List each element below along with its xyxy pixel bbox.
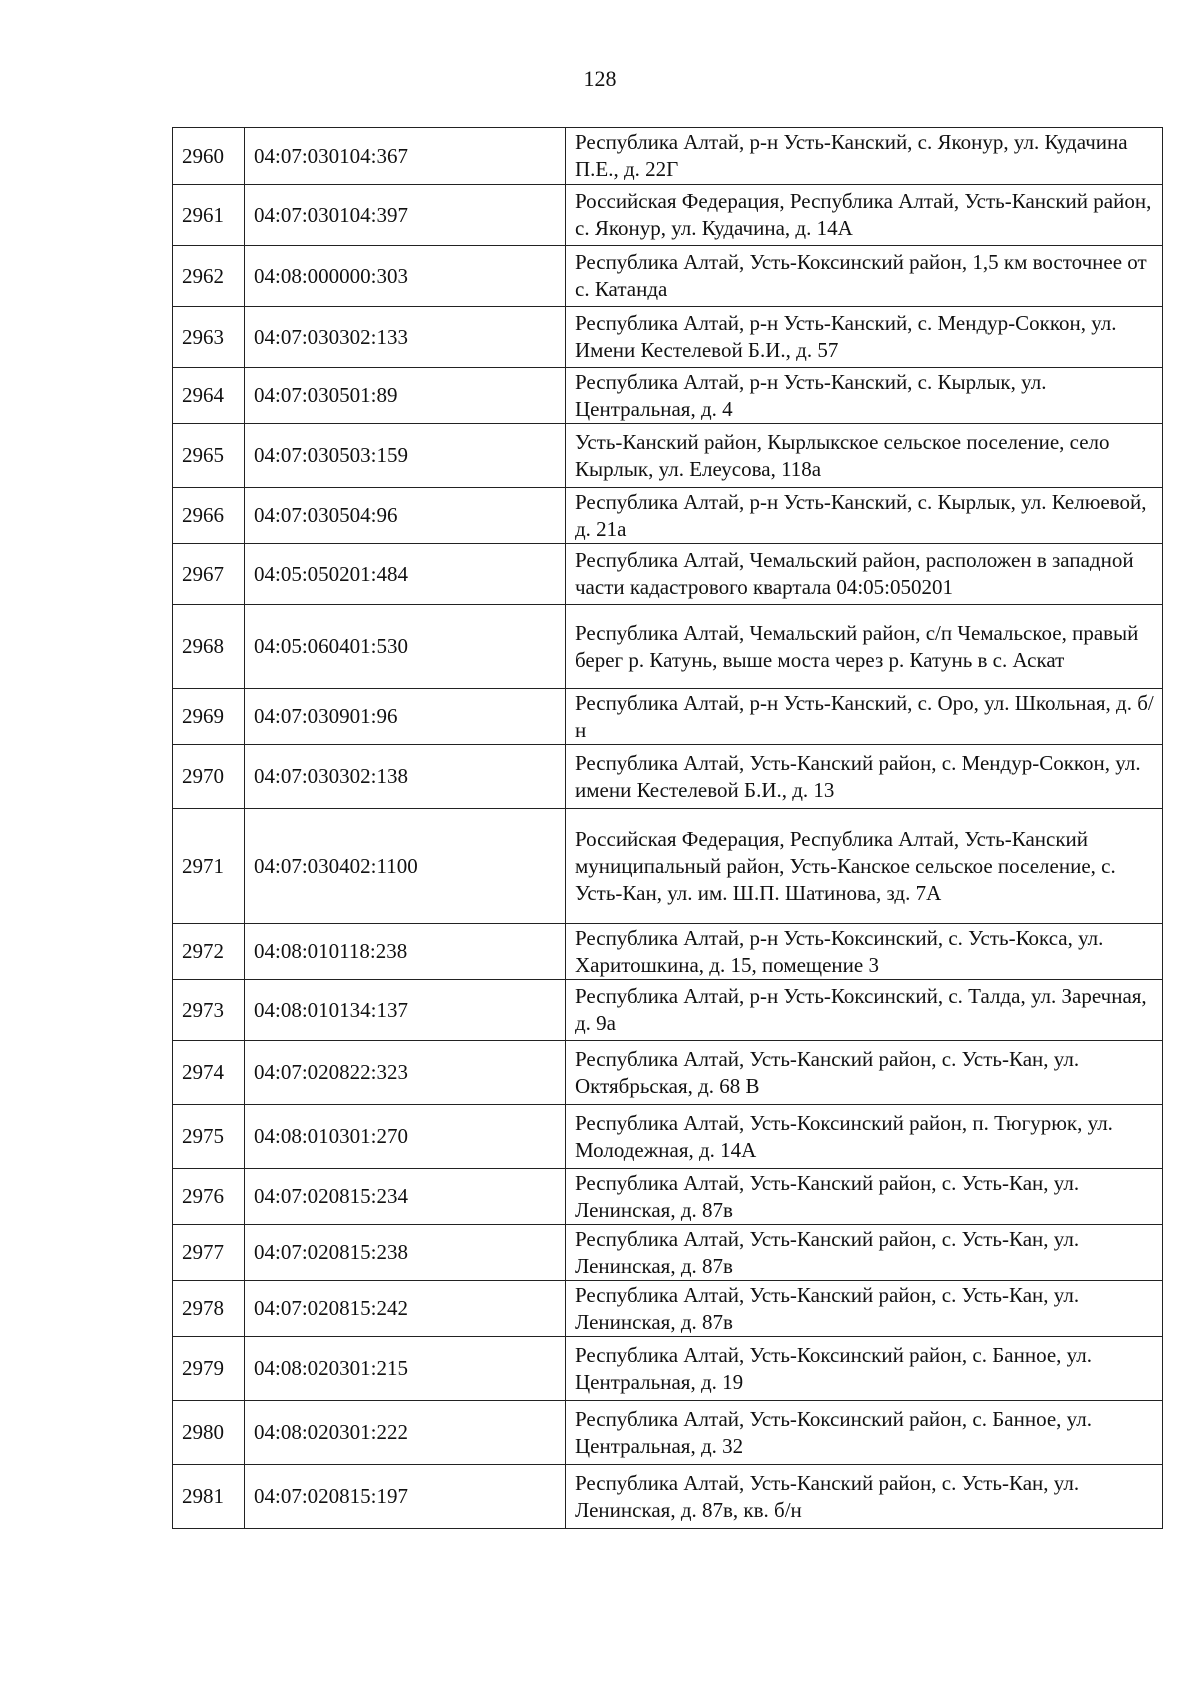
table-row xyxy=(173,128,1163,185)
table-row xyxy=(173,368,1163,424)
address-cell: Республика Алтай, Усть-Коксинский район, с. Банное, ул. Центральная, д. 32 xyxy=(566,1401,1163,1465)
table-row xyxy=(173,1105,1163,1169)
row-number-cell: 2979 xyxy=(173,1337,245,1401)
address-cell: Республика Алтай, р-н Усть-Коксинский, с. Талда, ул. Заречная, д. 9а xyxy=(566,980,1163,1041)
table-row xyxy=(173,1225,1163,1281)
table-row xyxy=(173,809,1163,924)
cadastral-number-cell: 04:07:020815:238 xyxy=(245,1225,566,1281)
cadastral-number-cell: 04:05:050201:484 xyxy=(245,544,566,605)
table-row xyxy=(173,924,1163,980)
cadastral-number-cell: 04:07:030901:96 xyxy=(245,689,566,745)
address-cell: Республика Алтай, Усть-Коксинский район, п. Тюгурюк, ул. Молодежная, д. 14А xyxy=(566,1105,1163,1169)
address-cell: Республика Алтай, Усть-Канский район, с. Усть-Кан, ул. Ленинская, д. 87в, кв. б/н xyxy=(566,1465,1163,1529)
registry-table xyxy=(172,127,1163,1529)
row-number-cell: 2963 xyxy=(173,307,245,368)
table-row xyxy=(173,246,1163,307)
table-row xyxy=(173,745,1163,809)
address-cell: Российская Федерация, Республика Алтай, Усть-Канский муниципальный район, Усть-Канское сельское поселение, с. Усть-Кан, ул. им. Ш.П. Шатинова, зд. 7А xyxy=(566,809,1163,924)
cadastral-number-cell: 04:07:020815:197 xyxy=(245,1465,566,1529)
cadastral-number-cell: 04:07:030503:159 xyxy=(245,424,566,488)
table-row xyxy=(173,544,1163,605)
address-cell: Республика Алтай, р-н Усть-Канский, с. Кырлык, ул. Келюевой, д. 21а xyxy=(566,488,1163,544)
address-cell: Республика Алтай, Усть-Канский район, с. Усть-Кан, ул. Ленинская, д. 87в xyxy=(566,1169,1163,1225)
table-row xyxy=(173,605,1163,689)
table-row xyxy=(173,185,1163,246)
table-row xyxy=(173,689,1163,745)
row-number-cell: 2976 xyxy=(173,1169,245,1225)
cadastral-number-cell: 04:08:010134:137 xyxy=(245,980,566,1041)
table-row xyxy=(173,1337,1163,1401)
address-cell: Усть-Канский район, Кырлыкское сельское поселение, село Кырлык, ул. Елеусова, 118а xyxy=(566,424,1163,488)
table-row xyxy=(173,1401,1163,1465)
cadastral-number-cell: 04:07:030302:133 xyxy=(245,307,566,368)
address-cell: Республика Алтай, Усть-Коксинский район, 1,5 км восточнее от с. Катанда xyxy=(566,246,1163,307)
row-number-cell: 2980 xyxy=(173,1401,245,1465)
row-number-cell: 2965 xyxy=(173,424,245,488)
cadastral-number-cell: 04:07:020815:242 xyxy=(245,1281,566,1337)
cadastral-number-cell: 04:07:030104:367 xyxy=(245,128,566,185)
row-number-cell: 2977 xyxy=(173,1225,245,1281)
cadastral-number-cell: 04:07:020815:234 xyxy=(245,1169,566,1225)
table-row xyxy=(173,424,1163,488)
page-number: 128 xyxy=(583,66,617,91)
cadastral-number-cell: 04:08:000000:303 xyxy=(245,246,566,307)
row-number-cell: 2966 xyxy=(173,488,245,544)
cadastral-number-cell: 04:07:030501:89 xyxy=(245,368,566,424)
row-number-cell: 2970 xyxy=(173,745,245,809)
address-cell: Республика Алтай, Чемальский район, с/п Чемальское, правый берег р. Катунь, выше моста через р. Катунь в с. Аскат xyxy=(566,605,1163,689)
row-number-cell: 2972 xyxy=(173,924,245,980)
cadastral-number-cell: 04:07:030104:397 xyxy=(245,185,566,246)
address-cell: Республика Алтай, Усть-Канский район, с. Усть-Кан, ул. Октябрьская, д. 68 В xyxy=(566,1041,1163,1105)
row-number-cell: 2961 xyxy=(173,185,245,246)
row-number-cell: 2969 xyxy=(173,689,245,745)
cadastral-number-cell: 04:08:020301:215 xyxy=(245,1337,566,1401)
address-cell: Республика Алтай, р-н Усть-Канский, с. Яконур, ул. Кудачина П.Е., д. 22Г xyxy=(566,128,1163,185)
cadastral-number-cell: 04:07:020822:323 xyxy=(245,1041,566,1105)
address-cell: Республика Алтай, р-н Усть-Коксинский, с. Усть-Кокса, ул. Харитошкина, д. 15, помещение 3 xyxy=(566,924,1163,980)
row-number-cell: 2981 xyxy=(173,1465,245,1529)
address-cell: Республика Алтай, Усть-Канский район, с. Мендур-Соккон, ул. имени Кестелевой Б.И., д. 13 xyxy=(566,745,1163,809)
table-row xyxy=(173,1281,1163,1337)
row-number-cell: 2978 xyxy=(173,1281,245,1337)
cadastral-number-cell: 04:05:060401:530 xyxy=(245,605,566,689)
table-row xyxy=(173,1041,1163,1105)
address-cell: Республика Алтай, Усть-Коксинский район, с. Банное, ул. Центральная, д. 19 xyxy=(566,1337,1163,1401)
table-row xyxy=(173,980,1163,1041)
row-number-cell: 2974 xyxy=(173,1041,245,1105)
row-number-cell: 2975 xyxy=(173,1105,245,1169)
row-number-cell: 2971 xyxy=(173,809,245,924)
address-cell: Республика Алтай, Усть-Канский район, с. Усть-Кан, ул. Ленинская, д. 87в xyxy=(566,1281,1163,1337)
address-cell: Республика Алтай, р-н Усть-Канский, с. Мендур-Соккон, ул. Имени Кестелевой Б.И., д. 57 xyxy=(566,307,1163,368)
cadastral-number-cell: 04:07:030402:1100 xyxy=(245,809,566,924)
table-row xyxy=(173,1465,1163,1529)
row-number-cell: 2968 xyxy=(173,605,245,689)
table-row xyxy=(173,488,1163,544)
cadastral-number-cell: 04:07:030302:138 xyxy=(245,745,566,809)
cadastral-number-cell: 04:07:030504:96 xyxy=(245,488,566,544)
row-number-cell: 2967 xyxy=(173,544,245,605)
row-number-cell: 2962 xyxy=(173,246,245,307)
address-cell: Республика Алтай, Чемальский район, расположен в западной части кадастрового квартала 04:05:050201 xyxy=(566,544,1163,605)
table-row xyxy=(173,1169,1163,1225)
cadastral-number-cell: 04:08:010301:270 xyxy=(245,1105,566,1169)
registry-table-body xyxy=(173,128,1163,1529)
row-number-cell: 2960 xyxy=(173,128,245,185)
row-number-cell: 2973 xyxy=(173,980,245,1041)
address-cell: Российская Федерация, Республика Алтай, Усть-Канский район, с. Яконур, ул. Кудачина, д. 14А xyxy=(566,185,1163,246)
row-number-cell: 2964 xyxy=(173,368,245,424)
cadastral-number-cell: 04:08:010118:238 xyxy=(245,924,566,980)
address-cell: Республика Алтай, р-н Усть-Канский, с. Кырлык, ул. Центральная, д. 4 xyxy=(566,368,1163,424)
cadastral-number-cell: 04:08:020301:222 xyxy=(245,1401,566,1465)
address-cell: Республика Алтай, Усть-Канский район, с. Усть-Кан, ул. Ленинская, д. 87в xyxy=(566,1225,1163,1281)
table-row xyxy=(173,307,1163,368)
address-cell: Республика Алтай, р-н Усть-Канский, с. Оро, ул. Школьная, д. б/н xyxy=(566,689,1163,745)
